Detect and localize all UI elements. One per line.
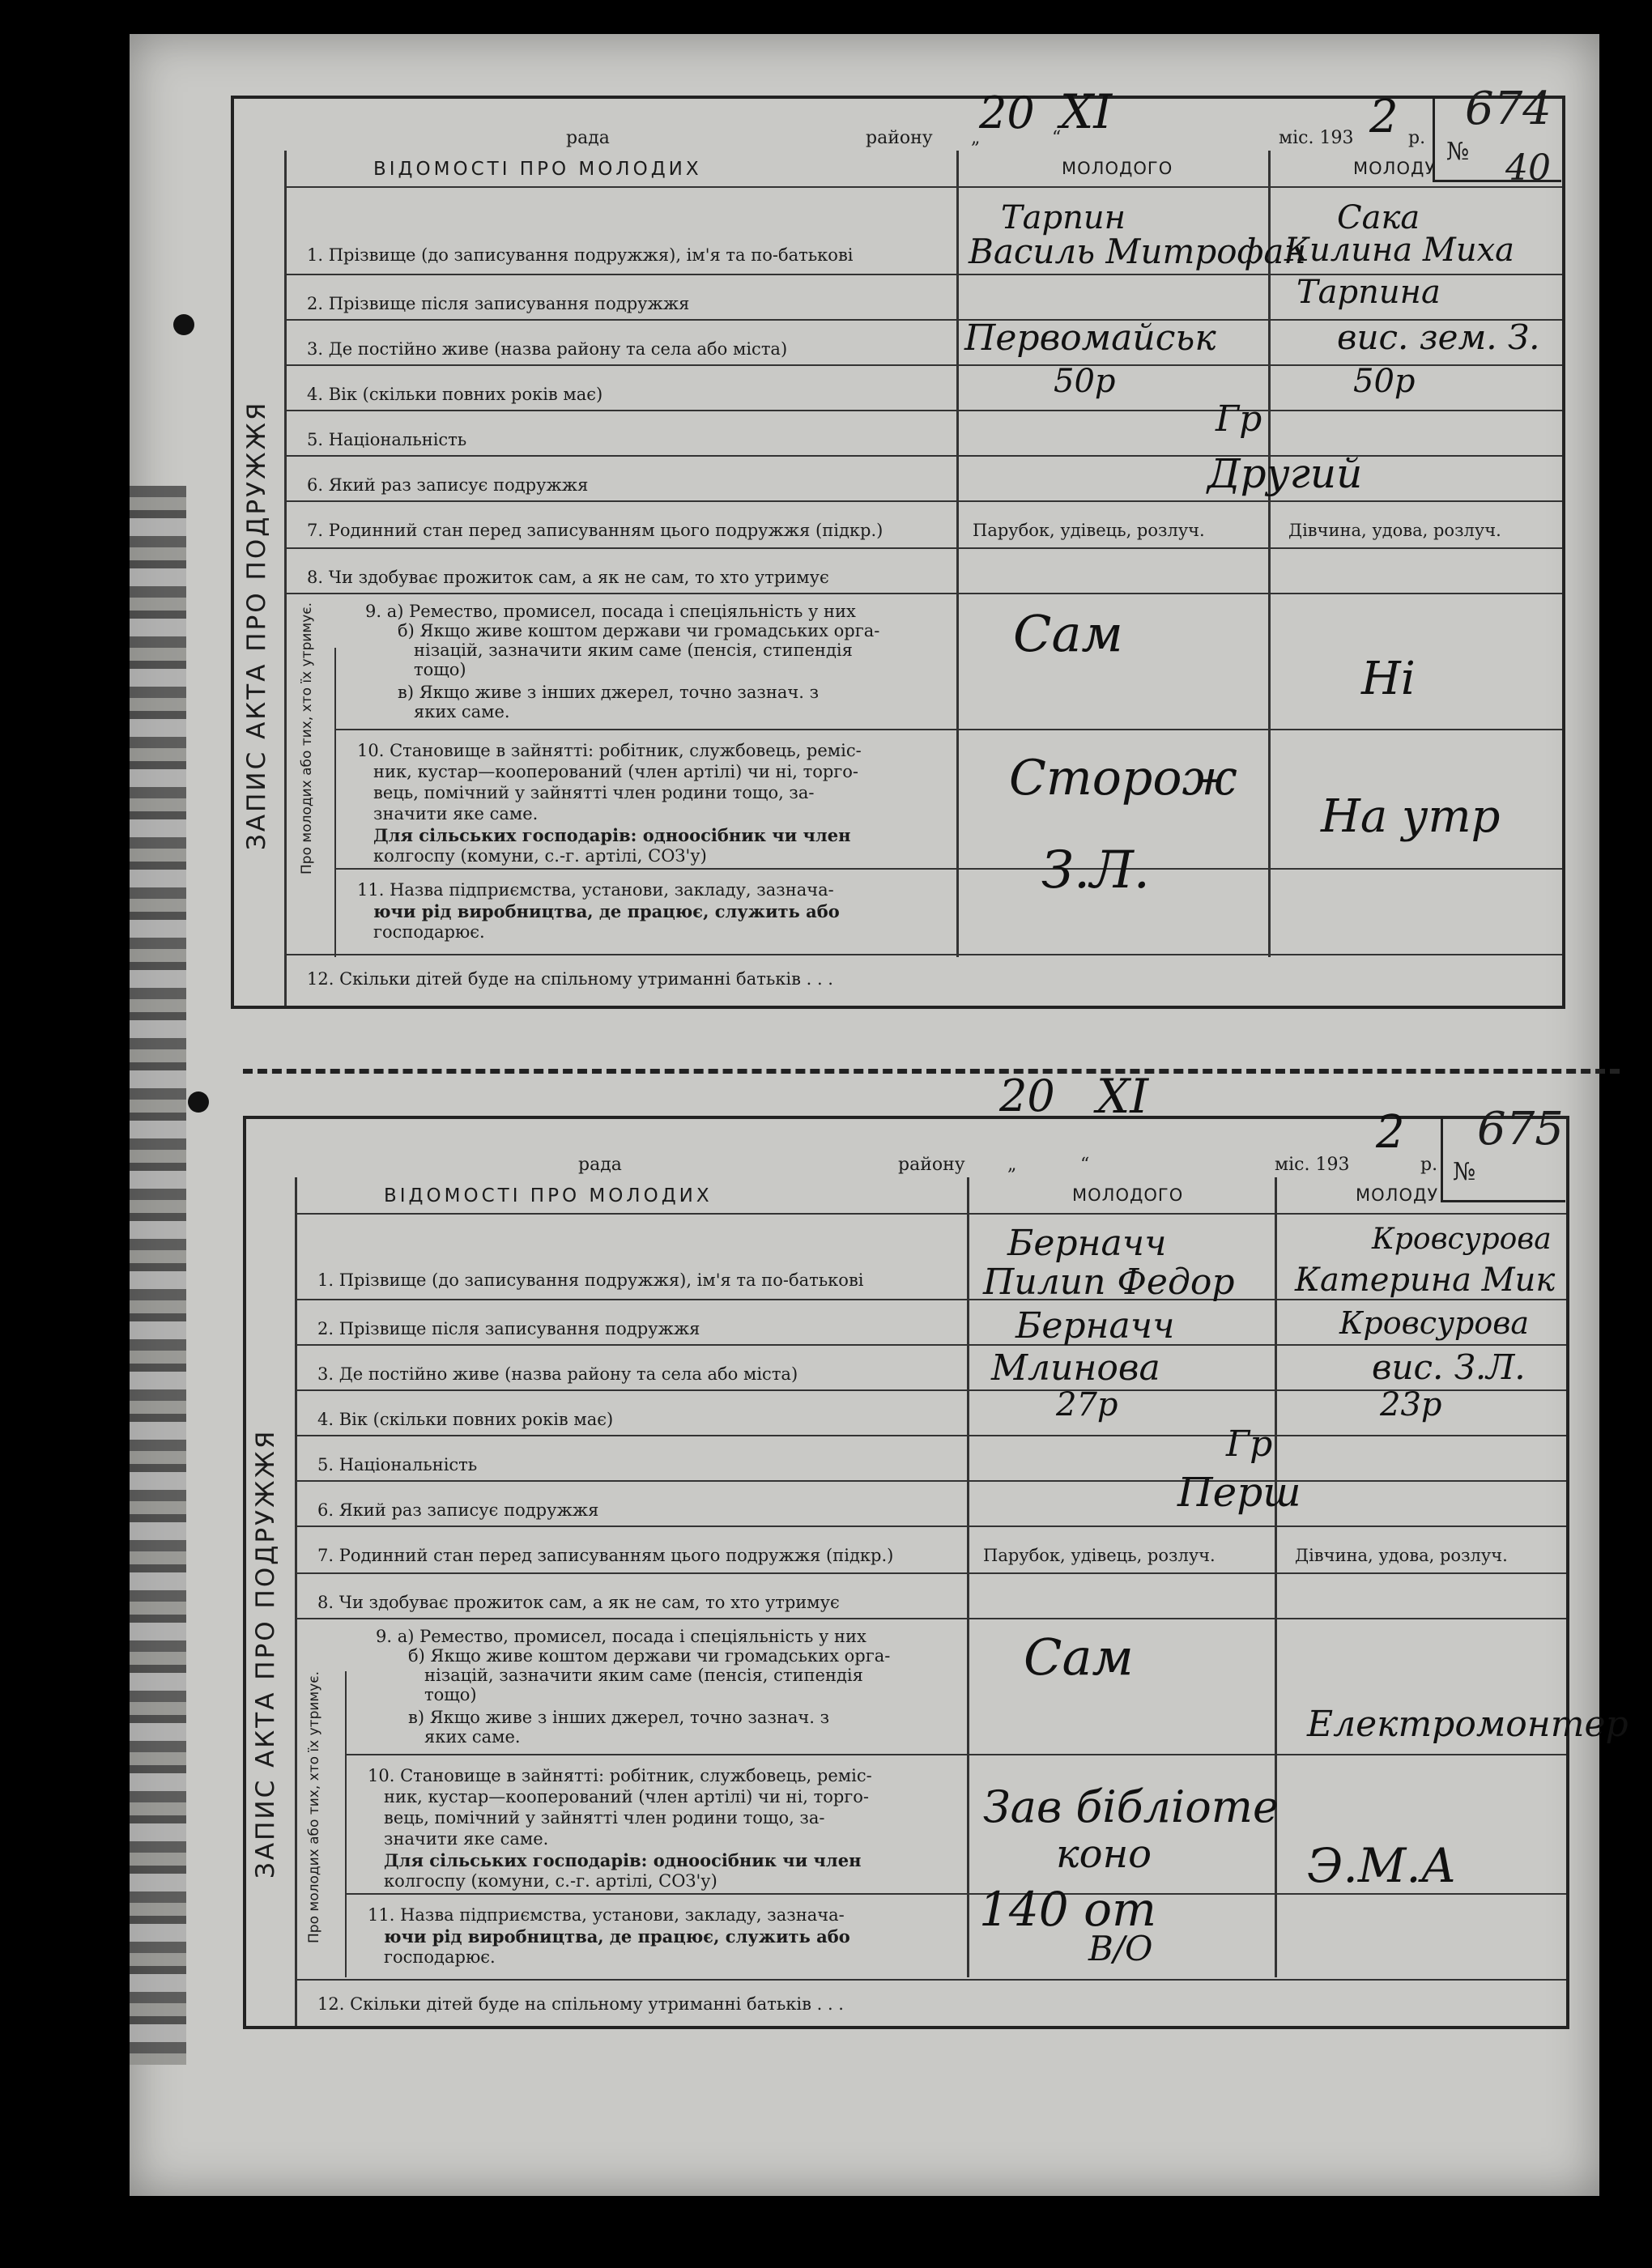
raionu-label: району	[866, 128, 933, 148]
row-11b: ючи рід виробництва, де працює, служить або	[384, 1926, 850, 1947]
sub-label: Про молодих або тих, хто їх утримує.	[299, 602, 315, 875]
row-8: 8. Чи здобуває прожиток сам, а як не сам, то хто утримує	[317, 1593, 840, 1612]
marriage-count: Перш	[1177, 1469, 1301, 1516]
grid-line	[284, 547, 1562, 549]
groom-col-header: МОЛОДОГО	[1072, 1185, 1184, 1205]
cut-line	[243, 1069, 1620, 1074]
row-5: 5. Національність	[317, 1455, 478, 1474]
row-10a: 10. Становище в зайнятті: робітник, службовець, реміс-	[368, 1766, 872, 1785]
row-9c2: яких саме.	[424, 1727, 521, 1747]
record-number: 674	[1465, 83, 1552, 135]
bride-name: Килина Миха	[1284, 232, 1514, 269]
row-6: 6. Який раз записує подружжя	[317, 1500, 599, 1520]
bride-col-header: МОЛОДУ	[1353, 159, 1437, 178]
bride-age: 23р	[1380, 1386, 1442, 1423]
groom-occupation-2: коно	[1056, 1832, 1152, 1877]
row-6: 6. Який раз записує подружжя	[307, 475, 589, 495]
info-header: ВІДОМОСТІ ПРО МОЛОДИХ	[373, 159, 702, 180]
groom-status-options: Парубок, удівець, розлуч.	[983, 1546, 1216, 1565]
raionu-label: району	[898, 1155, 965, 1175]
grid-line	[1268, 151, 1271, 957]
row-9b3: тощо)	[424, 1685, 477, 1704]
groom-name: Пилип Федор	[983, 1262, 1235, 1303]
groom-name: Василь Митрофан	[969, 232, 1307, 271]
grid-line	[967, 1177, 969, 1977]
bride-surname: Кровсурова	[1372, 1223, 1552, 1256]
groom-age: 50р	[1054, 363, 1116, 400]
year-digit: 2	[1369, 91, 1399, 143]
row-10b: ник, кустар—кооперований (член артілі) чи ні, торго-	[384, 1787, 870, 1806]
row-11a: 11. Назва підприємства, установи, закладу, зазнача-	[368, 1905, 845, 1925]
row-3: 3. Де постійно живе (назва району та села або міста)	[307, 339, 788, 359]
row-11c: господарює.	[373, 922, 485, 942]
groom-residence: Млинова	[991, 1347, 1160, 1389]
grid-line	[295, 1572, 1566, 1574]
nationality: Гр	[1226, 1423, 1273, 1465]
row-5: 5. Національність	[307, 430, 467, 449]
row-7: 7. Родинний стан перед записуванням цього подружжя (підкр.)	[317, 1546, 894, 1565]
grid-line	[295, 1979, 1566, 1981]
groom-workplace: 140 от	[979, 1882, 1157, 1937]
marriage-count: Другий	[1207, 450, 1363, 497]
grid-line	[345, 1671, 347, 1977]
row-9c2: яких саме.	[414, 702, 510, 721]
grid-line	[284, 455, 1562, 457]
row-11a: 11. Назва підприємства, установи, закладу, зазнача-	[357, 880, 834, 900]
groom-age: 27р	[1056, 1386, 1118, 1423]
row-3: 3. Де постійно живе (назва району та села або міста)	[317, 1364, 798, 1384]
row-9b: б) Якщо живе коштом держави чи громадських орга-	[408, 1646, 891, 1666]
grid-line	[345, 1893, 1566, 1895]
row-9b2: нізацій, зазначити яким саме (пенсія, стипендія	[414, 640, 853, 660]
info-header: ВІДОМОСТІ ПРО МОЛОДИХ	[384, 1185, 713, 1206]
row-10a: 10. Становище в зайнятті: робітник, службовець, реміс-	[357, 741, 862, 760]
quote-close: “	[1080, 1155, 1090, 1175]
grid-line	[334, 729, 1562, 730]
quote-open: „	[1007, 1155, 1017, 1175]
row-9a: 9. а) Ремество, промисел, посада і спеціяльність у них	[376, 1627, 866, 1646]
row-1: 1. Прізвище (до записування подружжя), ім'я та по-батькові	[307, 245, 854, 265]
bride-occupation: На утр	[1321, 790, 1501, 843]
grid-line	[284, 593, 1562, 594]
row-1: 1. Прізвище (до записування подружжя), ім'я та по-батькові	[317, 1270, 864, 1290]
grid-line	[295, 1389, 1566, 1391]
row-8: 8. Чи здобуває прожиток сам, а як не сам, то хто утримує	[307, 568, 829, 587]
row-4: 4. Вік (скільки повних років має)	[307, 385, 603, 404]
grid-line	[295, 1480, 1566, 1482]
table-grid	[284, 151, 1562, 1006]
groom-residence: Первомайськ	[964, 317, 1216, 359]
bride-status-options: Дівчина, удова, розлуч.	[1288, 521, 1501, 540]
grid-line	[295, 1177, 297, 2026]
row-10f: колгоспу (комуни, с.-г. артілі, СОЗ'у)	[373, 846, 707, 866]
bride-age: 50р	[1353, 363, 1416, 400]
row-10c: вець, помічний у зайнятті член родини тощо, за-	[384, 1808, 825, 1828]
bride-col-header: МОЛОДУ	[1356, 1185, 1439, 1205]
row-10b: ник, кустар—кооперований (член артілі) чи ні, торго-	[373, 762, 859, 781]
grid-line	[1275, 1177, 1277, 1977]
row-9b2: нізацій, зазначити яким саме (пенсія, стипендія	[424, 1666, 863, 1685]
grid-line	[334, 648, 336, 957]
year-suffix: р.	[1420, 1155, 1438, 1175]
grid-line	[295, 1618, 1566, 1619]
grid-line	[284, 151, 287, 1006]
grid-line	[334, 868, 1562, 870]
groom-status-options: Парубок, удівець, розлуч.	[973, 521, 1205, 540]
date-month: XI	[1060, 84, 1113, 139]
sub-label: Про молодих або тих, хто їх утримує.	[306, 1670, 322, 1944]
bride-residence: вис. зем. З.	[1337, 317, 1540, 357]
grid-line	[284, 500, 1562, 502]
grid-line	[956, 151, 959, 957]
groom-occupation: Зав бібліоте	[983, 1781, 1279, 1832]
side-label: ЗАПИС АКТА ПРО ПОДРУЖЖЯ	[251, 1428, 280, 1879]
number-label: №	[1446, 138, 1470, 166]
row-12: 12. Скільки дітей буде на спільному утриманні батьків . . .	[307, 969, 833, 989]
groom-self-support: Сам	[1013, 604, 1123, 663]
date-month: XI	[1096, 1069, 1149, 1124]
nationality: Гр	[1216, 398, 1262, 440]
year-digit: 2	[1376, 1106, 1405, 1159]
row-10d: значити яке саме.	[384, 1829, 549, 1849]
groom-self-support: Сам	[1024, 1628, 1134, 1687]
bride-status-options: Дівчина, удова, розлуч.	[1295, 1546, 1508, 1565]
record-number: 675	[1477, 1103, 1564, 1155]
grid-line	[345, 1754, 1566, 1755]
bride-surname-after: Кровсурова	[1339, 1305, 1530, 1341]
quote-close: “	[1052, 128, 1062, 148]
row-11b: ючи рід виробництва, де працює, служить або	[373, 901, 840, 921]
row-9b: б) Якщо живе коштом держави чи громадських орга-	[398, 621, 880, 640]
grid-line	[284, 954, 1562, 955]
row-11c: господарює.	[384, 1947, 496, 1967]
row-4: 4. Вік (скільки повних років має)	[317, 1410, 614, 1429]
punch-hole	[173, 314, 194, 335]
rada-label: рада	[578, 1155, 622, 1175]
torn-edge	[130, 486, 186, 2065]
bride-self-support: Ні	[1361, 653, 1416, 705]
grid-line	[295, 1525, 1566, 1527]
month-label: міс. 193	[1279, 128, 1354, 148]
bride-surname: Сака	[1337, 199, 1420, 236]
grid-line	[284, 186, 1562, 188]
date-day: 20	[979, 87, 1035, 138]
row-12: 12. Скільки дітей буде на спільному утриманні батьків . . .	[317, 1994, 844, 2014]
bride-name: Катерина Мик	[1295, 1262, 1556, 1299]
row-9b3: тощо)	[414, 660, 466, 679]
bride-surname-after: Тарпина	[1296, 274, 1441, 311]
grid-line	[295, 1213, 1566, 1215]
quote-open: „	[971, 128, 981, 148]
grid-line	[295, 1344, 1566, 1346]
table-grid	[295, 1177, 1629, 2026]
record-card-1	[231, 83, 1565, 1009]
groom-surname: Тарпин	[1001, 199, 1126, 236]
groom-surname: Берначч	[1007, 1223, 1167, 1264]
row-10d: значити яке саме.	[373, 804, 539, 823]
row-9a: 9. а) Ремество, промисел, посада і спеціяльність у них	[365, 602, 856, 621]
corner-mark: 40	[1505, 147, 1551, 189]
number-label: №	[1453, 1158, 1476, 1186]
groom-occupation: Сторож	[1009, 750, 1237, 806]
groom-workplace-2: В/О	[1088, 1929, 1153, 1968]
grid-line	[295, 1435, 1566, 1436]
groom-surname-after: Берначч	[1015, 1305, 1175, 1347]
row-10c: вець, помічний у зайнятті член родини тощо, за-	[373, 783, 815, 802]
bride-occupation: Електромонтер	[1307, 1704, 1629, 1745]
grid-line	[284, 410, 1562, 411]
row-9c: в) Якщо живе з інших джерел, точно зазнач. з	[408, 1708, 830, 1727]
groom-col-header: МОЛОДОГО	[1062, 159, 1173, 178]
row-7: 7. Родинний стан перед записуванням цього подружжя (підкр.)	[307, 521, 883, 540]
row-2: 2. Прізвище після записування подружжя	[317, 1319, 700, 1338]
groom-workplace: З.Л.	[1041, 840, 1150, 900]
row-10e: Для сільських господарів: одноосібник чи член	[373, 825, 851, 845]
bride-residence: вис. З.Л.	[1372, 1347, 1526, 1387]
row-10f: колгоспу (комуни, с.-г. артілі, СОЗ'у)	[384, 1871, 717, 1891]
row-9c: в) Якщо живе з інших джерел, точно зазнач. з	[398, 683, 820, 702]
row-2: 2. Прізвище після записування подружжя	[307, 294, 690, 313]
record-card-2	[243, 1069, 1629, 2029]
bride-workplace: Э.М.А	[1307, 1838, 1457, 1893]
year-suffix: р.	[1408, 128, 1426, 148]
month-label: міс. 193	[1275, 1155, 1350, 1175]
side-label: ЗАПИС АКТА ПРО ПОДРУЖЖЯ	[242, 400, 271, 850]
date-day: 20	[999, 1070, 1055, 1121]
rada-label: рада	[566, 128, 610, 148]
punch-hole	[188, 1091, 209, 1113]
grid-line	[295, 1299, 1566, 1300]
row-10e: Для сільських господарів: одноосібник чи член	[384, 1850, 862, 1870]
